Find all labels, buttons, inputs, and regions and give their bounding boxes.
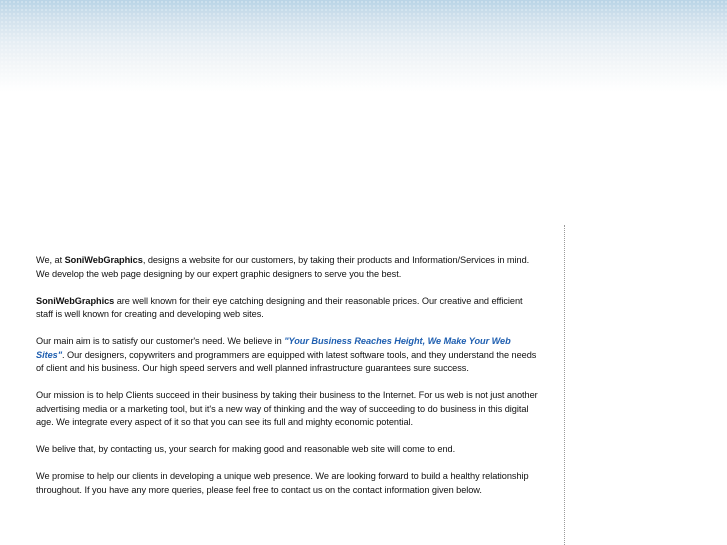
mission-paragraph: Our mission is to help Clients succeed in their business by taking their business to the Internet. For us web is not just another advertising media or a marketing tool, but it's a new way of thinking and the way of succeeding to do business in this digital age. We integrate every aspect of it so that you can see its full and mighty economic potential. (36, 390, 538, 427)
company-slogan: "Your Business Reaches Height, We Make Your Web Sites" (36, 336, 511, 360)
brand-name: SoniWebGraphics (36, 295, 115, 306)
aim-text-start: Our main aim is to satisfy our customer's need. We believe in (36, 336, 285, 346)
reputation-text: are well known for their eye catching designing and their reasonable prices. Our creative and efficient staff is well known for creating and developing web sites. (36, 295, 523, 319)
intro-text-start: We, at (36, 255, 65, 265)
brand-name: SoniWebGraphics (64, 255, 143, 265)
belief-paragraph: We belive that, by contacting us, your search for making good and reasonable web site will come to end. (36, 444, 456, 454)
intro-text-rest: , designs a website for our customers, by taking their products and Information/Services in mind. We develop the web page designing by our expert graphic designers to serve you the best. (36, 255, 530, 279)
aim-text-rest: . Our designers, copywriters and programmers are equipped with latest software tools, and they understand the needs of client and his business. Our high speed servers and well planned infrastructure guarantees sure success. (36, 349, 537, 373)
header-texture (0, 0, 727, 92)
intro-paragraph (36, 254, 538, 281)
main-content (36, 254, 538, 511)
promise-paragraph: We promise to help our clients in developing a unique web presence. We are looking forward to build a healthy relationship throughout. If you have any more queries, please feel free to contact us on the contact information given below. (36, 471, 529, 495)
reputation-paragraph (36, 295, 538, 322)
aim-paragraph (36, 335, 538, 376)
column-divider (564, 225, 565, 545)
